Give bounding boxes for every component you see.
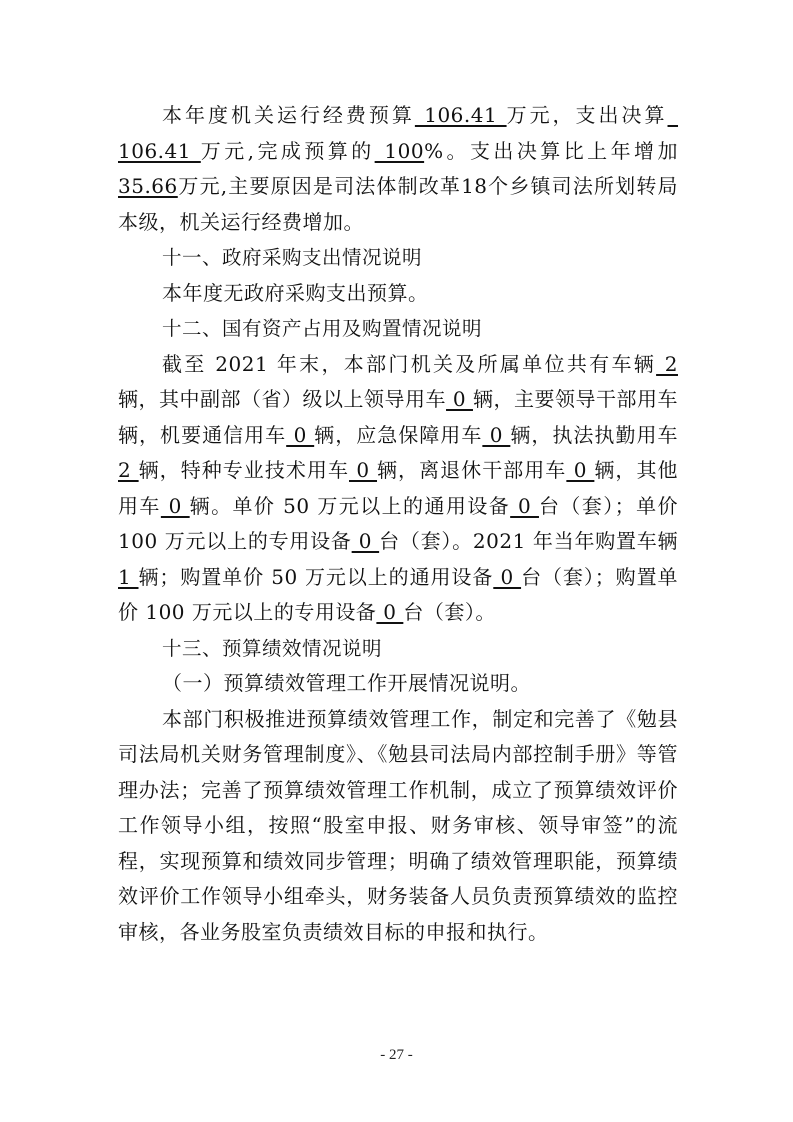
underlined-value: 0 <box>566 458 595 482</box>
text-run: 辆。单价 50 万元以上的通用设备 <box>189 493 511 518</box>
text-run: 台（套）。 <box>403 600 496 624</box>
text-run: 本年度机关运行经费预算 <box>162 103 415 127</box>
text-run: 辆，离退休干部用车 <box>377 458 567 482</box>
paragraph-performance-management: 本部门积极推进预算绩效管理工作，制定和完善了《勉县司法局机关财务管理制度》、《勉县司法局内部控制手册》等管理办法；完善了预算绩效管理工作机制，成立了预算绩效评价工作领导小组，按照“股室申报、财务审核、领导审签”的流程，实现预算和绩效同步管理；明确了绩效管理职能，预算绩效评价工作领导小组牵头，财务装备人员负责预算绩效的监控审核，各业务股室负责绩效目标的申报和执行。 <box>118 706 678 944</box>
heading-section-11: 十一、政府采购支出情况说明 <box>162 246 423 269</box>
underlined-value: 0 <box>446 387 473 411</box>
text-run: 万元，支出决算 <box>506 103 668 127</box>
text-run: 万元,完成预算的 <box>200 138 375 163</box>
underlined-value: 0 <box>160 493 190 518</box>
subheading-performance-management: （一）预算绩效管理工作开展情况说明。 <box>162 671 531 695</box>
paragraph-procurement: 本年度无政府采购支出预算。 <box>162 280 429 305</box>
text-run: 截至 2021 年末，本部门机关及所属单位共有车辆 <box>162 351 657 376</box>
heading-section-13: 十三、预算绩效情况说明 <box>162 636 383 660</box>
text-run: %。支出决算比上年增加 <box>424 138 678 163</box>
underlined-value: 0 <box>376 600 404 624</box>
underlined-value: 2 <box>656 351 678 376</box>
paragraph-operating-expenses <box>118 98 678 240</box>
text-run: 辆，执法执勤用车 <box>510 422 678 447</box>
underlined-value: 0 <box>482 422 511 447</box>
page-number: - 27 - <box>380 1047 413 1063</box>
text-run: 辆；购置单价 50 万元以上的通用设备 <box>138 564 494 589</box>
heading-section-12: 十二、国有资产占用及购置情况说明 <box>162 317 483 340</box>
underlined-value: 35.66 <box>118 174 178 198</box>
text-run: 辆，其他用车 <box>118 458 678 518</box>
text-run: 台（套）；单价 100 万元以上的专用设备 <box>118 493 679 553</box>
text-run: 台（套）；购置单价 100 万元以上的专用设备 <box>118 564 678 624</box>
text-run: 台（套）。2021 年当年购置车辆 <box>379 529 678 553</box>
underlined-value: 106.41 <box>414 103 507 127</box>
underlined-value: 0 <box>493 564 522 589</box>
paragraph-assets <box>118 347 678 631</box>
text-run: 辆，应急保障用车 <box>314 422 483 447</box>
text-run: 辆，主要领导干部用车辆，机要通信用车 <box>118 387 679 447</box>
underlined-value: 0 <box>349 458 378 482</box>
underlined-value: 2 <box>118 458 139 482</box>
underlined-value: 100 <box>374 138 425 163</box>
underlined-value: 0 <box>351 529 380 553</box>
text-run: 万元,主要原因是司法体制改革18个乡镇司法所划转局本级，机关运行经费增加。 <box>118 174 678 234</box>
page-content <box>118 98 678 950</box>
text-run: 辆，其中副部（省）级以上领导用车 <box>118 387 447 411</box>
underlined-value: 1 <box>118 564 139 589</box>
underlined-value: _ 106.41 <box>118 103 679 163</box>
underlined-value: 0 <box>510 493 539 518</box>
text-run: 辆，特种专业技术用车 <box>138 458 349 482</box>
underlined-value: 0 <box>286 422 315 447</box>
